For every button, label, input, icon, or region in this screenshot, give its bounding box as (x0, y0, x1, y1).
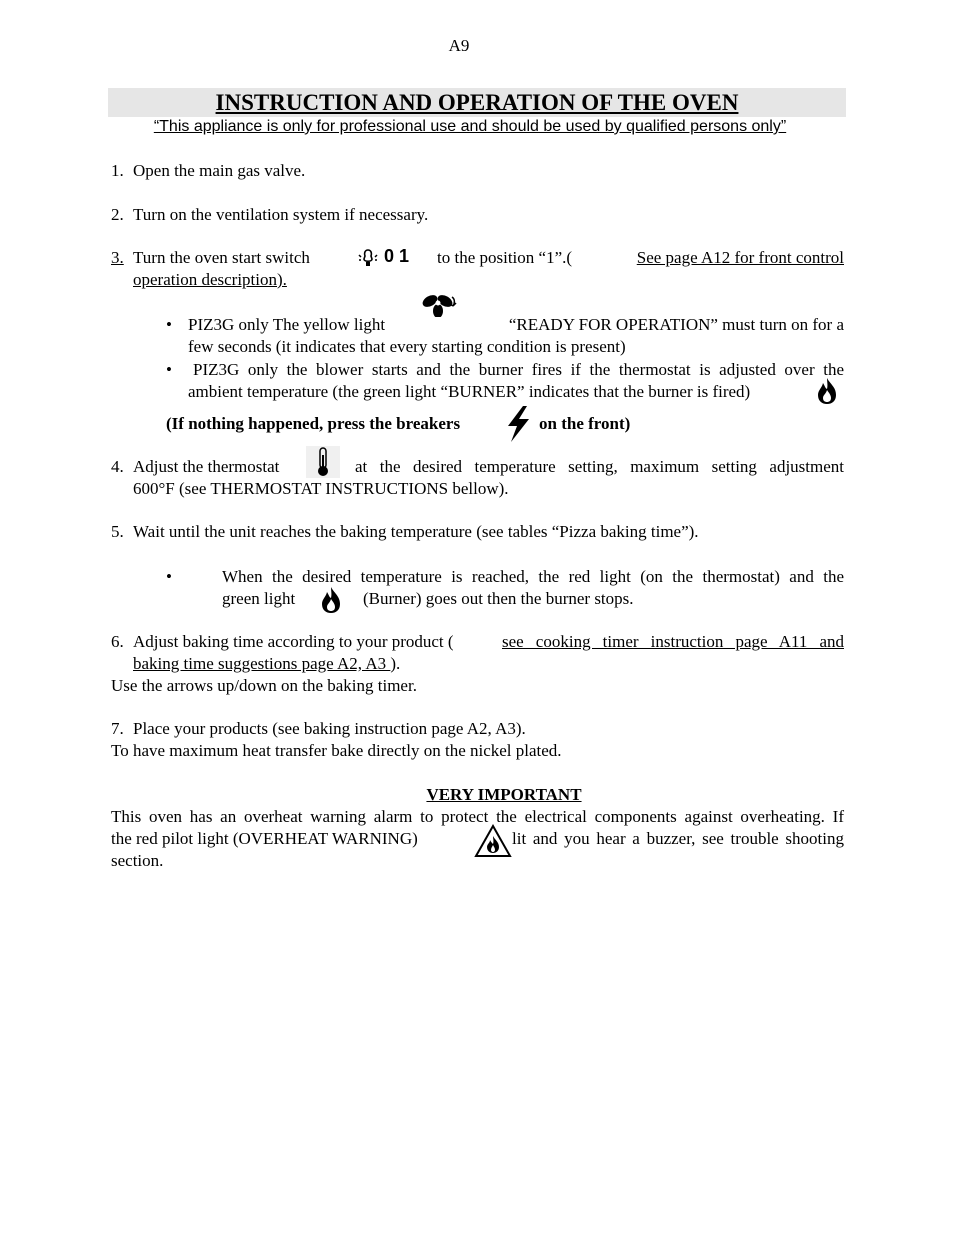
step-4-text-a: Adjust the thermostat (133, 457, 280, 476)
step-2-text: Turn on the ventilation system if necessary. (133, 205, 429, 224)
step-2-number: 2. (111, 205, 124, 224)
step-1-text: Open the main gas valve. (133, 161, 306, 180)
lightning-icon (503, 405, 533, 443)
step-4-number: 4. (111, 457, 124, 476)
bullet-5-text-c: (Burner) goes out then the burner stops. (363, 589, 634, 608)
fan-icon (419, 291, 459, 317)
step-7-number: 7. (111, 719, 124, 738)
bullet-1-text-b: “READY FOR OPERATION” must turn on for a (508, 315, 844, 334)
important-line-2-b: lit and you hear a buzzer, see trouble shooting (512, 829, 844, 848)
bullet-marker: • (166, 567, 172, 586)
ignition-switch-icon (357, 248, 379, 268)
step-3-link-b[interactable]: operation description). (133, 270, 287, 289)
bullet-marker: • (166, 315, 172, 334)
step-3-link-a[interactable]: See page A12 for front control (636, 248, 844, 267)
step-7-extra: To have maximum heat transfer bake directly on the nickel plated. (111, 741, 562, 760)
step-5-number: 5. (111, 522, 124, 541)
note-text-a: (If nothing happened, press the breakers (166, 414, 461, 433)
step-3-text-a: Turn the oven start switch (133, 248, 310, 267)
bullet-1-text-c: few seconds (it indicates that every starting condition is present) (188, 337, 626, 356)
step-6-line-2 (133, 653, 400, 675)
bullet-1-text-a: PIZ3G only The yellow light (188, 315, 386, 334)
bullet-2-text-b: ambient temperature (the green light “BURNER” indicates that the burner is fired) (188, 382, 751, 401)
step-6-link-b[interactable]: baking time suggestions page A2, A3 (133, 654, 391, 673)
step-6-link-a[interactable]: see cooking timer instruction page A11 and (502, 632, 844, 651)
page-title: INSTRUCTION AND OPERATION OF THE OVEN (215, 90, 739, 115)
step-3-text-b: to the position “1”.( (437, 248, 573, 267)
note-text-b: on the front) (539, 414, 631, 433)
step-5-text: Wait until the unit reaches the baking temperature (see tables “Pizza baking time”). (133, 522, 699, 541)
step-6-text-a: Adjust baking time according to your product ( (133, 632, 454, 651)
step-1-number: 1. (111, 161, 124, 180)
overheat-warning-icon (474, 824, 512, 858)
bullet-5-text-b: green light (222, 589, 296, 608)
important-line-2-a: the red pilot light (OVERHEAT WARNING) (111, 829, 418, 848)
important-heading: VERY IMPORTANT (426, 785, 582, 804)
step-6-extra: Use the arrows up/down on the baking timer. (111, 676, 417, 695)
bullet-marker: • (166, 360, 172, 379)
thermometer-icon (305, 445, 341, 479)
step-4-text-b: at the desired temperature setting, maximum setting adjustment (355, 457, 844, 476)
important-line-3: section. (111, 851, 164, 870)
step-3-number: 3. (111, 248, 124, 267)
switch-digits: 0 1 (384, 246, 410, 266)
page-subtitle: “This appliance is only for professional use and should be used by qualified persons only” (153, 118, 787, 135)
flame-icon (318, 585, 344, 615)
step-6-text-b: ). (390, 654, 401, 673)
step-6-number: 6. (111, 632, 124, 651)
important-line-1: This oven has an overheat warning alarm to protect the electrical components against overheating. If (111, 807, 844, 826)
page-number: A9 (448, 36, 470, 55)
bullet-5-text-a: When the desired temperature is reached, the red light (on the thermostat) and the (222, 567, 844, 586)
flame-icon (814, 376, 840, 406)
step-4-text-c: 600°F (see THERMOSTAT INSTRUCTIONS bellow). (133, 479, 509, 498)
bullet-2-text-a: PIZ3G only the blower starts and the burner fires if the thermostat is adjusted over the (193, 360, 844, 379)
step-7-text: Place your products (see baking instruction page A2, A3). (133, 719, 526, 738)
